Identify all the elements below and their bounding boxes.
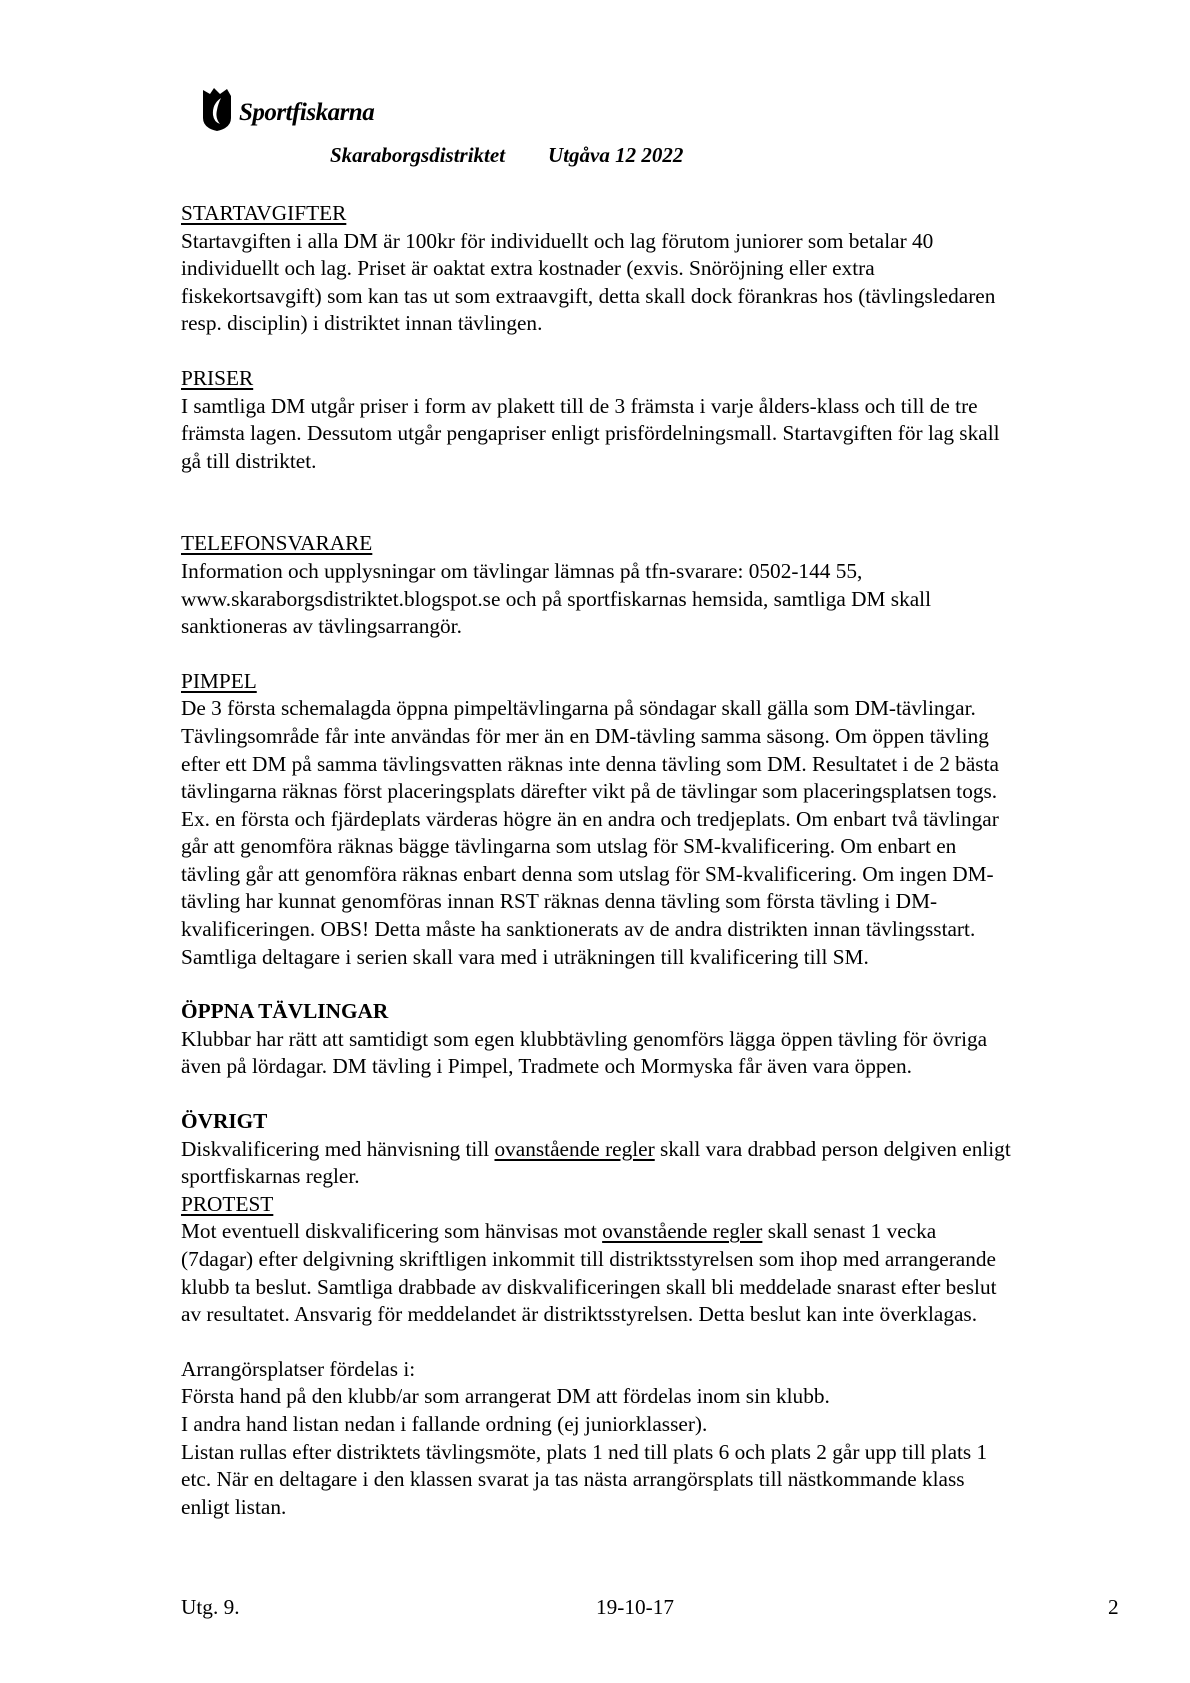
paragraph-line: Ex. en första och fjärdeplats värderas högre än en andra och tredjeplats. Om enbart två tävlingar [181, 806, 999, 831]
paragraph-line: av resultatet. Ansvarig för meddelandet är distriktsstyrelsen. Detta beslut kan inte överklagas. [181, 1302, 978, 1327]
district-name: Skaraborgsdistriktet [330, 143, 506, 167]
document-body [181, 200, 1121, 1521]
fish-shield-icon [200, 86, 234, 132]
footer-date: 19-10-17 [596, 1595, 675, 1619]
paragraph-line: Arrangörsplatser fördelas i: [181, 1356, 416, 1381]
page-number: 2 [1108, 1595, 1119, 1619]
paragraph-line: tävling går att genomföra räknas enbart denna som utslag för SM-kvalificering. Om ingen DM- [181, 861, 994, 886]
paragraph-line: Listan rullas efter distriktets tävlingsmöte, plats 1 ned till plats 6 och plats 2 går upp till plats 1 [181, 1439, 988, 1464]
paragraph-line: efter ett DM på samma tävlingsvatten räknas inte denna tävling som DM. Resultatet i de 2 bästa [181, 751, 999, 776]
edition-label: Utgåva 12 2022 [548, 143, 684, 167]
paragraph-line: sportfiskarnas regler. [181, 1164, 360, 1189]
paragraph-line: Startavgiften i alla DM är 100kr för individuellt och lag förutom juniorer som betalar 40 [181, 228, 934, 253]
paragraph-line: Tävlingsområde får inte användas för mer än en DM-tävling samma säsong. Om öppen tävling [181, 723, 989, 748]
paragraph-line: individuellt och lag. Priset är oaktat extra kostnader (exvis. Snöröjning eller extra [181, 256, 875, 281]
section-heading: STARTAVGIFTER [181, 201, 347, 225]
paragraph-line: etc. När en deltagare i den klassen svarat ja tas nästa arrangörsplats till nästkommande klass [181, 1467, 965, 1492]
paragraph-line: Diskvalificering med hänvisning till ovanstående regler skall vara drabbad person delgiven enligt [181, 1136, 1011, 1161]
paragraph-line: Mot eventuell diskvalificering som hänvisas mot ovanstående regler skall senast 1 vecka [181, 1219, 937, 1244]
paragraph-line: tävling har kunnat genomföras innan RST räknas denna tävling som första tävling i DM- [181, 889, 938, 914]
section-heading: ÖVRIGT [181, 1109, 268, 1134]
paragraph-line: Information och upplysningar om tävlingar lämnas på tfn-svarare: 0502-144 55, [181, 558, 863, 583]
paragraph-line: främsta lagen. Dessutom utgår pengapriser enligt prisfördelningsmall. Startavgiften för lag skall [181, 421, 1000, 446]
paragraph-line: I samtliga DM utgår priser i form av plakett till de 3 främsta i varje ålders-klass och till de tre [181, 393, 978, 418]
section-heading: PRISER [181, 365, 254, 390]
section-heading: ÖPPNA TÄVLINGAR [181, 999, 389, 1024]
section-ovrigt [181, 1108, 1121, 1191]
paragraph-line: De 3 första schemalagda öppna pimpeltävlingarna på söndagar skall gälla som DM-tävlingar. [181, 696, 976, 721]
section-priser [181, 365, 1121, 475]
section-heading: TELEFONSVARARE [181, 531, 373, 556]
paragraph-line: sanktioneras av tävlingsarrangör. [181, 614, 462, 639]
paragraph-line: enligt listan. [181, 1494, 287, 1519]
paragraph-line: även på lördagar. DM tävling i Pimpel, Tradmete och Mormyska får även vara öppen. [181, 1054, 913, 1079]
paragraph-line: Första hand på den klubb/ar som arrangerat DM att fördelas inom sin klubb. [181, 1384, 830, 1409]
paragraph-line: (7dagar) efter delgivning skriftligen inkommit till distriktsstyrelsen som ihop med arrangerande [181, 1247, 997, 1271]
section-startavgifter [181, 200, 1121, 338]
section-pimpel [181, 668, 1121, 972]
paragraph-line: Samtliga deltagare i serien skall vara med i uträkningen till kvalificering till SM. [181, 944, 869, 969]
footer-edition: Utg. 9. [181, 1595, 240, 1619]
paragraph-line: resp. disciplin) i distriktet innan tävlingen. [181, 311, 543, 336]
paragraph-line: gå till distriktet. [181, 448, 317, 473]
paragraph-line: I andra hand listan nedan i fallande ordning (ej juniorklasser). [181, 1411, 708, 1436]
paragraph-line: tävlingarna räknas först placeringsplats därefter vikt på de tävlingar som placeringsplatsen togs. [181, 779, 998, 804]
paragraph-line: går att genomföra räknas bägge tävlingarna som utslag för SM-kvalificering. Om enbart en [181, 834, 957, 859]
document-subheader [330, 143, 683, 168]
logo-text: Sportfiskarna [239, 99, 375, 126]
rules-reference: ovanstående regler [602, 1219, 763, 1244]
section-telefonsvarare [181, 530, 1121, 640]
paragraph-line: kvalificeringen. OBS! Detta måste ha sanktionerats av de andra distrikten innan tävlingsstart. [181, 917, 976, 942]
sportfiskarna-logo [200, 85, 374, 133]
section-protest [181, 1191, 1121, 1329]
paragraph-line: Klubbar har rätt att samtidigt som egen klubbtävling genomförs lägga öppen tävling för övriga [181, 1026, 988, 1051]
paragraph-line: fiskekortsavgift) som kan tas ut som extraavgift, detta skall dock förankras hos (tävlingsledaren [181, 283, 996, 308]
paragraph-line: klubb ta beslut. Samtliga drabbade av diskvalificeringen skall bli meddelade snarast efter beslut [181, 1274, 997, 1299]
section-heading: PROTEST [181, 1191, 274, 1216]
rules-reference: ovanstående regler [494, 1136, 655, 1161]
paragraph-line: www.skaraborgsdistriktet.blogspot.se och på sportfiskarnas hemsida, samtliga DM skall [181, 586, 932, 611]
section-oppna-tavlingar [181, 998, 1121, 1081]
section-heading: PIMPEL [181, 668, 257, 693]
section-arrangorsplatser [181, 1356, 1121, 1522]
